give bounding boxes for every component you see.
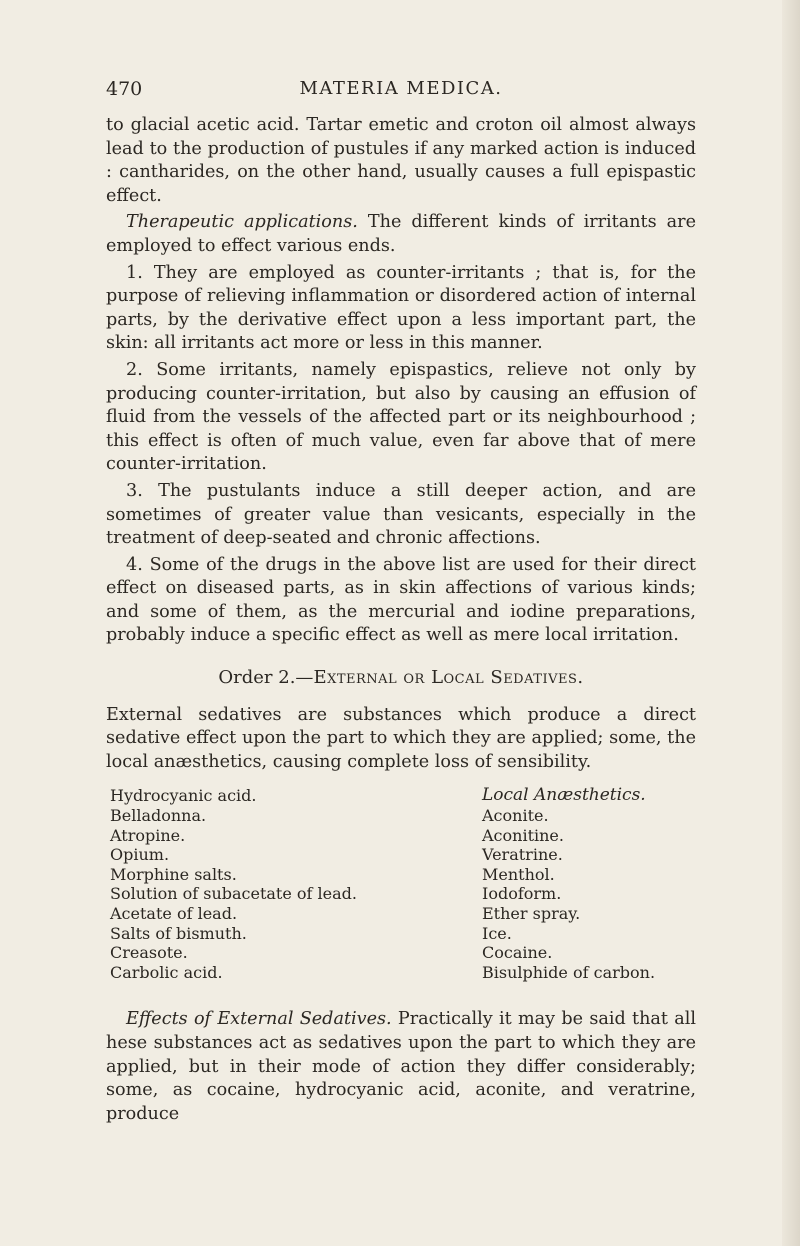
list-item: Morphine salts. [110, 864, 237, 884]
paragraph-effects [106, 1008, 696, 1126]
list-item: Ice. [482, 923, 512, 943]
anaesthetics-list [482, 786, 702, 982]
anaesthetics-list-title: Local Anæsthetics. [482, 785, 646, 806]
list-item: Menthol. [482, 864, 555, 884]
section-intro: External sedatives are substances which produce a direct sedative effect upon the part to which they are applied; some, the local anæsthetics, causing complete loss of sensibility. [106, 704, 696, 772]
paragraph-point-1: 1. They are employed as counter-irritants ; that is, for the purpose of relieving inflammation or disordered action of internal parts, by the derivative effect upon a less important part, the skin: all irritants act more or less in this manner. [106, 262, 696, 354]
paragraph-point-3: 3. The pustulants induce a still deeper action, and are sometimes of greater value than vesicants, especially in the treatment of deep-seated and chronic affections. [106, 480, 696, 549]
section-heading-prefix: Order 2.— [218, 667, 314, 689]
list-item: Iodoform. [482, 884, 562, 904]
list-item: Bisulphide of carbon. [482, 962, 656, 982]
paragraph-continuation: to glacial acetic acid. Tartar emetic and croton oil almost always lead to the production of pustules if any marked action is induced : cantharides, on the other hand, usually causes a full epispastic effect. [106, 115, 696, 206]
therapeutic-text: The different kinds of irritants are employed to effect various ends. [106, 212, 696, 256]
section-heading [106, 666, 696, 690]
effects-lead: Effects of External Sedatives. [126, 1009, 392, 1030]
list-item: Carbolic acid. [110, 962, 223, 982]
list-item: Belladonna. [110, 806, 207, 826]
list-item: Cocaine. [482, 943, 553, 963]
page-edge-shadow [782, 0, 800, 1246]
section-heading-title: External or Local Sedatives. [313, 667, 584, 689]
drug-lists [106, 786, 696, 1000]
page-number: 470 [106, 78, 143, 100]
list-item: Atropine. [110, 825, 186, 845]
list-item: Solution of subacetate of lead. [110, 884, 357, 904]
list-item: Creasote. [110, 943, 188, 963]
list-item: Hydrocyanic acid. [110, 786, 257, 806]
paragraph-therapeutic [106, 211, 696, 258]
therapeutic-lead: Therapeutic applications. [126, 212, 358, 233]
list-item: Acetate of lead. [110, 904, 238, 923]
sedatives-list [110, 786, 410, 982]
list-item: Veratrine. [482, 845, 563, 865]
effects-text: Practically it may be said that all hese substances act as sedatives upon the part to which they are applied, but in their mode of action they differ considerably; some, as cocaine, hydrocyanic acid, aconite, and veratrine, produce [106, 1009, 696, 1124]
list-item: Opium. [110, 845, 170, 865]
body-text [106, 114, 696, 1126]
header-title: MATERIA MEDICA. [299, 78, 503, 99]
list-item: Ether spray. [482, 904, 581, 923]
list-item: Salts of bismuth. [110, 923, 247, 943]
running-head [106, 78, 696, 106]
list-item: Aconite. [482, 806, 549, 826]
paragraph-point-2: 2. Some irritants, namely epispastics, relieve not only by producing counter-irritation, but also by causing an effusion of fluid from the vessels of the affected part or its neighbourhood ; this effect is often of much value, even far above that of mere counter-irritation. [106, 359, 696, 475]
list-item: Aconitine. [482, 825, 564, 845]
paragraph-point-4: 4. Some of the drugs in the above list are used for their direct effect on diseased parts, as in skin affections of various kinds; and some of them, as the mercurial and iodine preparations, probably induce a specific effect as well as mere local irritation. [106, 554, 696, 646]
